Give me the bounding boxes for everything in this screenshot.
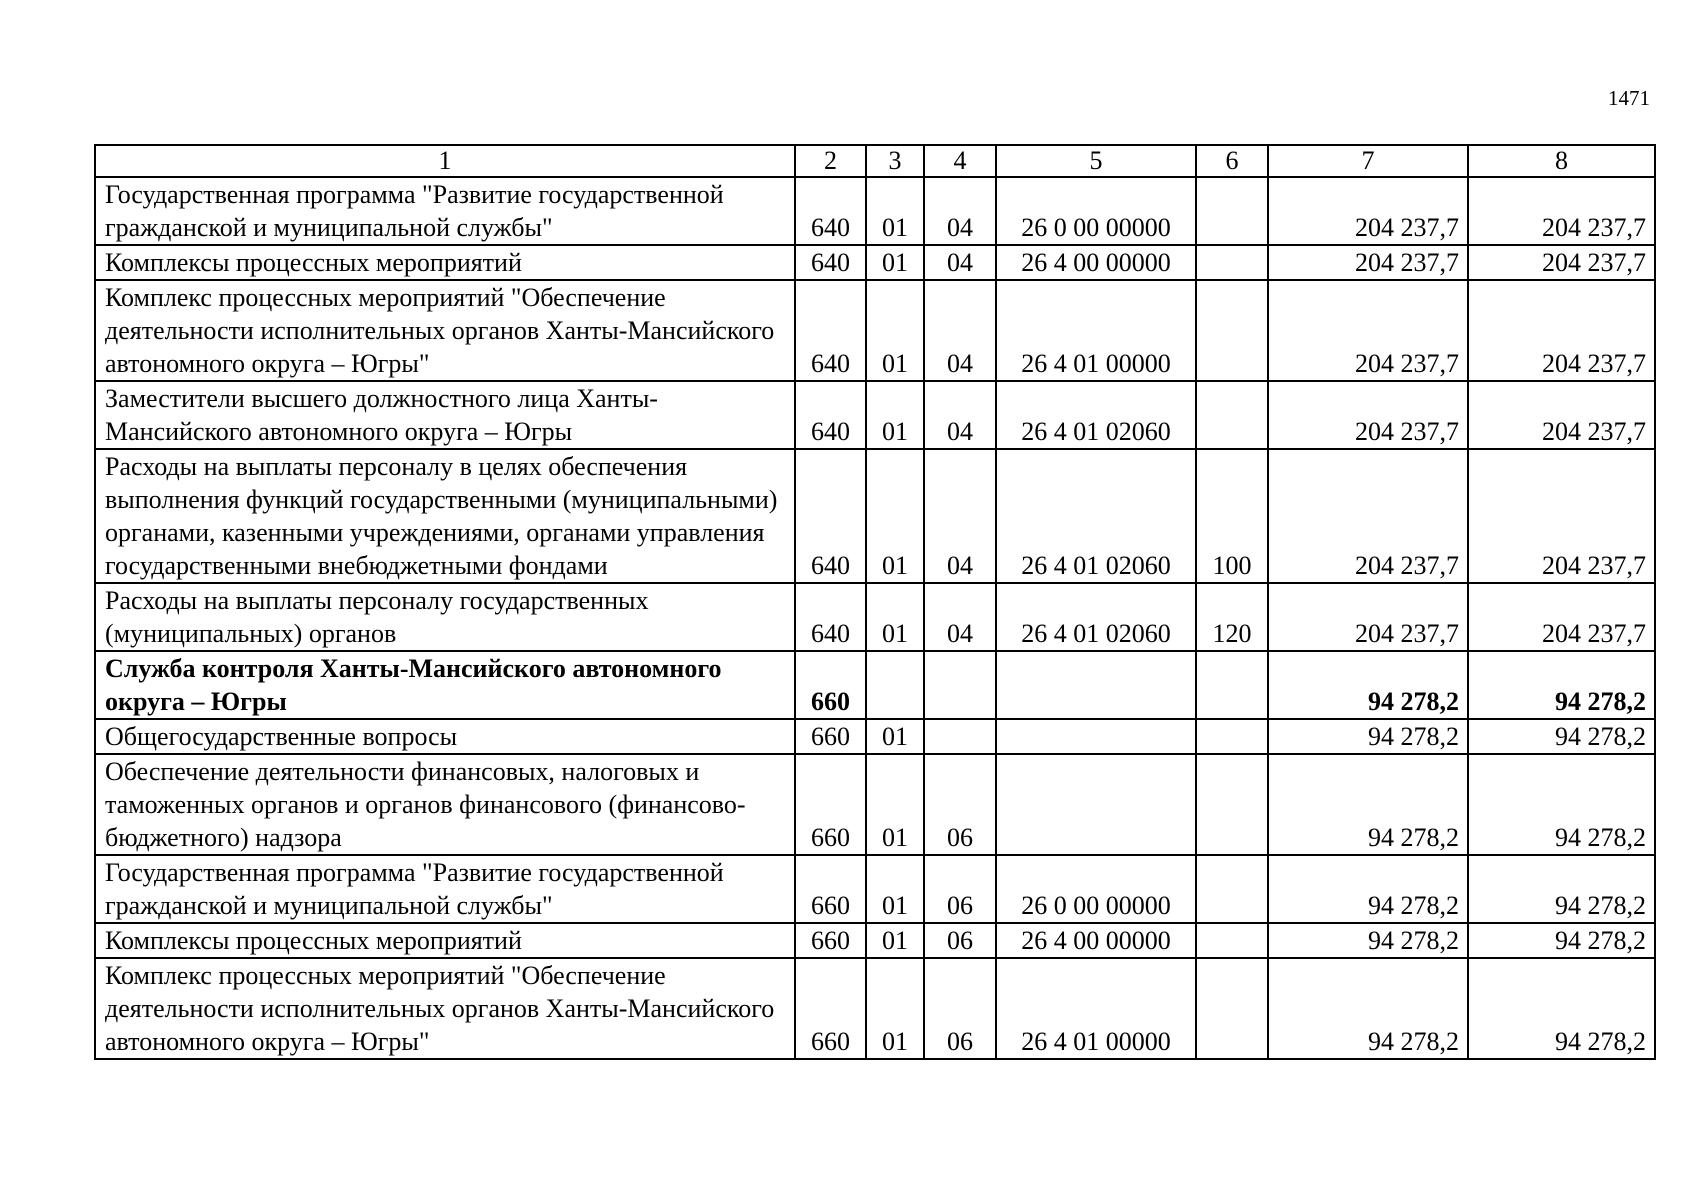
- cell-sum-2: 204 237,7: [1468, 449, 1655, 583]
- cell-subsection: 06: [924, 754, 996, 855]
- cell-grbs: 640: [795, 280, 866, 381]
- cell-sum-2: 94 278,2: [1468, 958, 1655, 1059]
- cell-expense-type: 100: [1196, 449, 1268, 583]
- column-header: 6: [1196, 145, 1268, 177]
- cell-expense-type: [1196, 381, 1268, 449]
- cell-subsection: 06: [924, 855, 996, 923]
- cell-expense-type: 120: [1196, 583, 1268, 651]
- table-header-row: [95, 145, 1655, 177]
- table-row: [95, 381, 1655, 449]
- cell-target-article: [996, 719, 1196, 754]
- cell-sum-2: 204 237,7: [1468, 381, 1655, 449]
- cell-sum-1: 204 237,7: [1268, 177, 1468, 245]
- cell-subsection: 04: [924, 177, 996, 245]
- cell-sum-2: 204 237,7: [1468, 583, 1655, 651]
- cell-subsection: 04: [924, 381, 996, 449]
- cell-expense-type: [1196, 855, 1268, 923]
- cell-section: 01: [866, 449, 924, 583]
- cell-subsection: 04: [924, 449, 996, 583]
- cell-grbs: 640: [795, 177, 866, 245]
- cell-section: 01: [866, 177, 924, 245]
- cell-grbs: 640: [795, 381, 866, 449]
- cell-sum-1: 94 278,2: [1268, 651, 1468, 719]
- cell-grbs: 640: [795, 449, 866, 583]
- cell-sum-1: 94 278,2: [1268, 923, 1468, 958]
- cell-target-article: 26 4 00 00000: [996, 245, 1196, 280]
- cell-sum-1: 94 278,2: [1268, 855, 1468, 923]
- row-name: Комплекс процессных мероприятий "Обеспечение деятельности исполнительных органов Ханты-Мансийского автономного округа – Югры": [95, 958, 795, 1059]
- cell-expense-type: [1196, 754, 1268, 855]
- cell-section: 01: [866, 958, 924, 1059]
- cell-grbs: 660: [795, 754, 866, 855]
- budget-table: [94, 144, 1656, 1060]
- cell-section: 01: [866, 923, 924, 958]
- table-row: [95, 177, 1655, 245]
- cell-subsection: [924, 651, 996, 719]
- row-name: Комплексы процессных мероприятий: [95, 923, 795, 958]
- table-row: [95, 449, 1655, 583]
- cell-expense-type: [1196, 177, 1268, 245]
- cell-target-article: 26 0 00 00000: [996, 855, 1196, 923]
- cell-sum-2: 94 278,2: [1468, 754, 1655, 855]
- table-row-section-total: [95, 651, 1655, 719]
- cell-sum-2: 94 278,2: [1468, 651, 1655, 719]
- cell-sum-2: 204 237,7: [1468, 280, 1655, 381]
- cell-sum-2: 94 278,2: [1468, 719, 1655, 754]
- cell-sum-2: 204 237,7: [1468, 177, 1655, 245]
- cell-subsection: 06: [924, 958, 996, 1059]
- page-number: 1471: [1608, 86, 1650, 110]
- cell-grbs: 660: [795, 855, 866, 923]
- cell-subsection: [924, 719, 996, 754]
- cell-subsection: 04: [924, 583, 996, 651]
- cell-sum-1: 204 237,7: [1268, 449, 1468, 583]
- cell-expense-type: [1196, 280, 1268, 381]
- cell-sum-1: 204 237,7: [1268, 583, 1468, 651]
- cell-grbs: 640: [795, 583, 866, 651]
- cell-subsection: 06: [924, 923, 996, 958]
- table-row: [95, 280, 1655, 381]
- table-row: [95, 245, 1655, 280]
- cell-section: 01: [866, 754, 924, 855]
- cell-section: 01: [866, 855, 924, 923]
- row-name: Государственная программа "Развитие государственной гражданской и муниципальной службы": [95, 855, 795, 923]
- cell-section: 01: [866, 280, 924, 381]
- cell-grbs: 660: [795, 719, 866, 754]
- cell-sum-2: 204 237,7: [1468, 245, 1655, 280]
- cell-sum-2: 94 278,2: [1468, 855, 1655, 923]
- cell-section: 01: [866, 381, 924, 449]
- column-header: 3: [866, 145, 924, 177]
- table-row: [95, 855, 1655, 923]
- table-row: [95, 958, 1655, 1059]
- column-header: 2: [795, 145, 866, 177]
- column-header: 7: [1268, 145, 1468, 177]
- cell-sum-1: 94 278,2: [1268, 958, 1468, 1059]
- cell-sum-2: 94 278,2: [1468, 923, 1655, 958]
- cell-target-article: [996, 754, 1196, 855]
- cell-expense-type: [1196, 245, 1268, 280]
- row-name: Комплекс процессных мероприятий "Обеспечение деятельности исполнительных органов Ханты-Мансийского автономного округа – Югры": [95, 280, 795, 381]
- cell-section: [866, 651, 924, 719]
- column-header: 8: [1468, 145, 1655, 177]
- table-row: [95, 923, 1655, 958]
- cell-target-article: 26 4 01 00000: [996, 280, 1196, 381]
- cell-expense-type: [1196, 958, 1268, 1059]
- row-name: Комплексы процессных мероприятий: [95, 245, 795, 280]
- table-row: [95, 719, 1655, 754]
- cell-sum-1: 204 237,7: [1268, 381, 1468, 449]
- row-name: Общегосударственные вопросы: [95, 719, 795, 754]
- column-header: 1: [95, 145, 795, 177]
- cell-grbs: 660: [795, 923, 866, 958]
- cell-sum-1: 204 237,7: [1268, 245, 1468, 280]
- column-header: 4: [924, 145, 996, 177]
- cell-target-article: 26 4 01 02060: [996, 381, 1196, 449]
- cell-target-article: 26 4 01 02060: [996, 449, 1196, 583]
- cell-section: 01: [866, 245, 924, 280]
- row-name: Обеспечение деятельности финансовых, налоговых и таможенных органов и органов финансового (финансово-бюджетного) надзора: [95, 754, 795, 855]
- cell-subsection: 04: [924, 245, 996, 280]
- table-row: [95, 583, 1655, 651]
- cell-grbs: 640: [795, 245, 866, 280]
- cell-section: 01: [866, 583, 924, 651]
- cell-target-article: 26 4 00 00000: [996, 923, 1196, 958]
- cell-grbs: 660: [795, 958, 866, 1059]
- row-name: Заместители высшего должностного лица Ханты-Мансийского автономного округа – Югры: [95, 381, 795, 449]
- cell-expense-type: [1196, 923, 1268, 958]
- table-row: [95, 754, 1655, 855]
- cell-expense-type: [1196, 719, 1268, 754]
- cell-sum-1: 94 278,2: [1268, 719, 1468, 754]
- cell-sum-1: 204 237,7: [1268, 280, 1468, 381]
- column-header: 5: [996, 145, 1196, 177]
- cell-subsection: 04: [924, 280, 996, 381]
- cell-target-article: 26 4 01 00000: [996, 958, 1196, 1059]
- cell-expense-type: [1196, 651, 1268, 719]
- row-name: Расходы на выплаты персоналу государственных (муниципальных) органов: [95, 583, 795, 651]
- cell-section: 01: [866, 719, 924, 754]
- cell-target-article: 26 4 01 02060: [996, 583, 1196, 651]
- cell-target-article: 26 0 00 00000: [996, 177, 1196, 245]
- row-name: Служба контроля Ханты-Мансийского автономного округа – Югры: [95, 651, 795, 719]
- row-name: Расходы на выплаты персоналу в целях обеспечения выполнения функций государственными (муниципальными) органами, казенными учреждениями, органами управления государственными внебюджетными фондами: [95, 449, 795, 583]
- cell-target-article: [996, 651, 1196, 719]
- cell-grbs: 660: [795, 651, 866, 719]
- cell-sum-1: 94 278,2: [1268, 754, 1468, 855]
- row-name: Государственная программа "Развитие государственной гражданской и муниципальной службы": [95, 177, 795, 245]
